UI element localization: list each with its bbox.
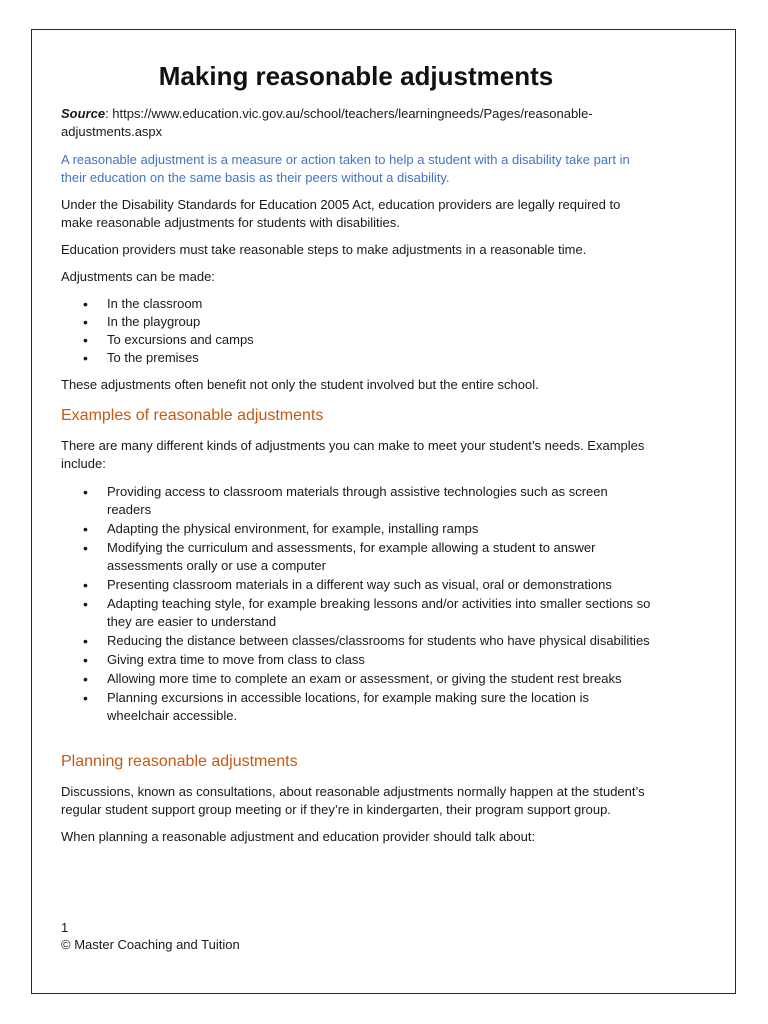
- list-item: • Planning excursions in accessible locations, for example making sure the location is wheelchair accessible.: [61, 689, 651, 725]
- copyright-text: © Master Coaching and Tuition: [61, 937, 240, 952]
- steps-paragraph: Education providers must take reasonable steps to make adjustments in a reasonable time.: [61, 242, 587, 257]
- definition-paragraph: A reasonable adjustment is a measure or action taken to help a student with a disability take part in their education on the same basis as their peers without a disability.: [61, 152, 630, 185]
- source-label: Source: [61, 106, 106, 121]
- document-body: [61, 58, 651, 846]
- list-item: • Reducing the distance between classes/classrooms for students who have physical disabilities: [61, 632, 651, 650]
- benefit-paragraph: These adjustments often benefit not only the student involved but the entire school.: [61, 377, 539, 392]
- planning-heading: Planning reasonable adjustments: [61, 753, 298, 770]
- list-item: • Giving extra time to move from class to class: [61, 651, 651, 669]
- list-item: • To excursions and camps: [61, 331, 651, 349]
- list-item: • Modifying the curriculum and assessments, for example allowing a student to answer assessments orally or use a computer: [61, 539, 651, 575]
- list-item: • Presenting classroom materials in a different way such as visual, oral or demonstrations: [61, 576, 651, 594]
- page-number: 1: [61, 920, 69, 935]
- examples-intro: There are many different kinds of adjustments you can make to meet your student’s needs. Examples include:: [61, 438, 645, 471]
- list-item: • Allowing more time to complete an exam or assessment, or giving the student rest breaks: [61, 670, 651, 688]
- page-footer: [61, 919, 240, 953]
- places-list: [61, 295, 651, 367]
- source-line: [61, 105, 651, 141]
- legal-paragraph: Under the Disability Standards for Education 2005 Act, education providers are legally required to make reasonable adjustments for students with disabilities.: [61, 197, 621, 230]
- examples-list: [61, 483, 651, 725]
- document-title: Making reasonable adjustments: [158, 61, 554, 91]
- adjustments-intro: Adjustments can be made:: [61, 269, 215, 284]
- list-item: • Providing access to classroom materials through assistive technologies such as screen readers: [61, 483, 651, 519]
- list-item: • In the playgroup: [61, 313, 651, 331]
- list-item: • To the premises: [61, 349, 651, 367]
- list-item: • Adapting teaching style, for example breaking lessons and/or activities into smaller sections so they are easier to understand: [61, 595, 651, 631]
- planning-paragraph: Discussions, known as consultations, about reasonable adjustments normally happen at the student’s regular student support group meeting or if they’re in kindergarten, their program support group.: [61, 784, 645, 817]
- planning-topics-intro: When planning a reasonable adjustment and education provider should talk about:: [61, 829, 536, 844]
- list-item: • In the classroom: [61, 295, 651, 313]
- list-item: • Adapting the physical environment, for example, installing ramps: [61, 520, 651, 538]
- examples-heading: Examples of reasonable adjustments: [61, 407, 324, 424]
- source-url: : https://www.education.vic.gov.au/school/teachers/learningneeds/Pages/reasonable-adjustments.aspx: [61, 106, 593, 139]
